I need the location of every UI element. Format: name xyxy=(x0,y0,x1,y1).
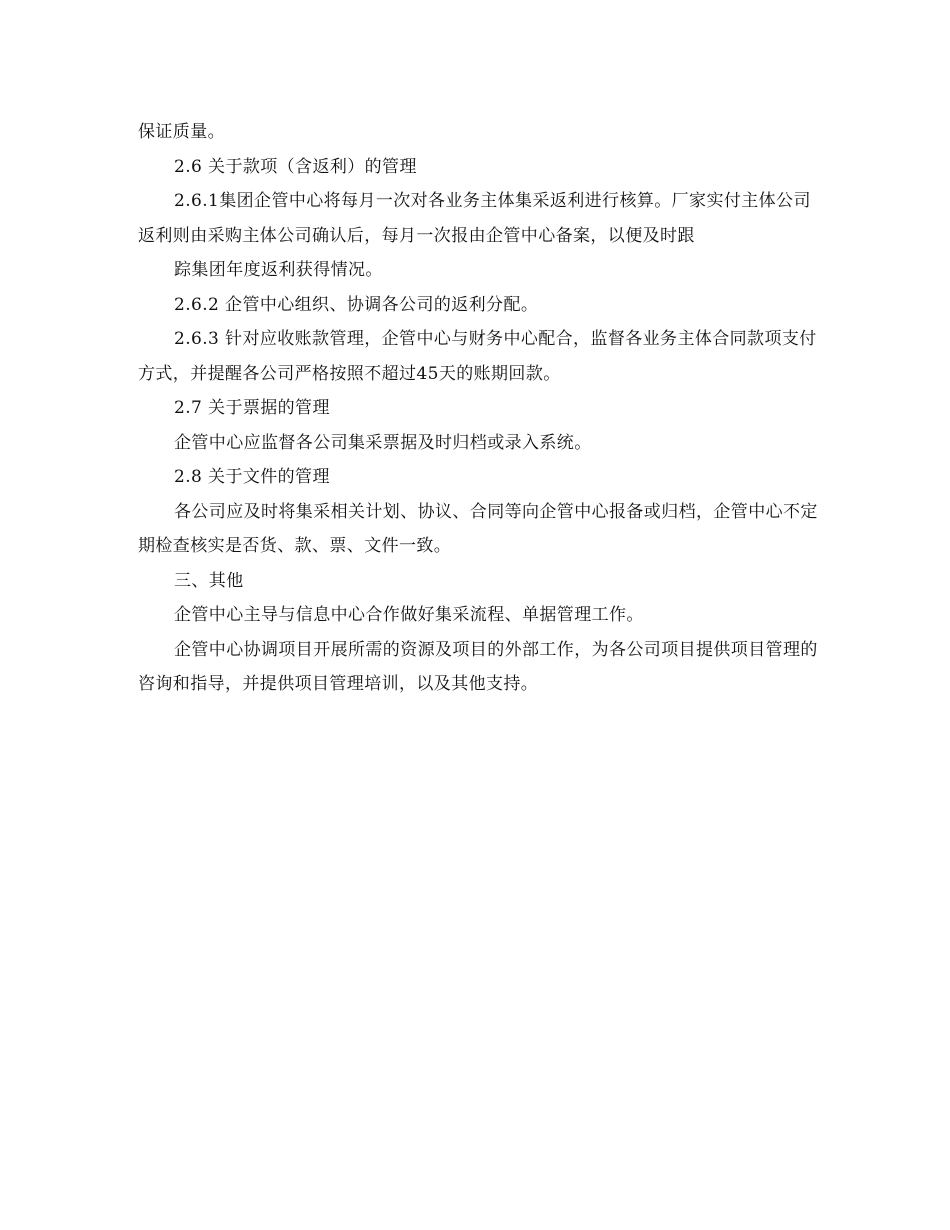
paragraph-continuation: 保证质量。 xyxy=(138,122,225,142)
paragraph-3-1: 企管中心主导与信息中心合作做好集采流程、单据管理工作。 xyxy=(174,605,644,625)
section-heading-3: 三、其他 xyxy=(174,570,244,591)
paragraph-2-6-1: 2.6.1集团企管中心将每月一次对各业务主体集采返利进行核算。厂家实付主体公司返利则由采购主体公司确认后，每月一次报由企管中心备案，以便及时跟 xyxy=(138,191,811,246)
paragraph-2-6-3: 2.6.3 针对应收账款管理，企管中心与财务中心配合，监督各业务主体合同款项支付方式，并提醒各公司严格按照不超过45天的账期回款。 xyxy=(138,329,817,384)
paragraph-3-2: 企管中心协调项目开展所需的资源及项目的外部工作，为各公司项目提供项目管理的咨询和指导，并提供项目管理培训，以及其他支持。 xyxy=(138,639,818,694)
paragraph-2-8: 各公司应及时将集采相关计划、协议、合同等向企管中心报备或归档，企管中心不定期检查核实是否货、款、票、文件一致。 xyxy=(138,501,818,556)
document-body xyxy=(138,115,818,702)
section-heading-2-6: 2.6 关于款项（含返利）的管理 xyxy=(174,156,417,177)
section-heading-2-7: 2.7 关于票据的管理 xyxy=(174,398,330,418)
section-heading-2-8: 2.8 关于文件的管理 xyxy=(174,467,330,487)
paragraph-2-7: 企管中心应监督各公司集采票据及时归档或录入系统。 xyxy=(174,432,592,453)
paragraph-2-6-2: 2.6.2 企管中心组织、协调各公司的返利分配。 xyxy=(174,294,539,315)
paragraph-2-6-1-tail: 踪集团年度返利获得情况。 xyxy=(174,260,383,280)
